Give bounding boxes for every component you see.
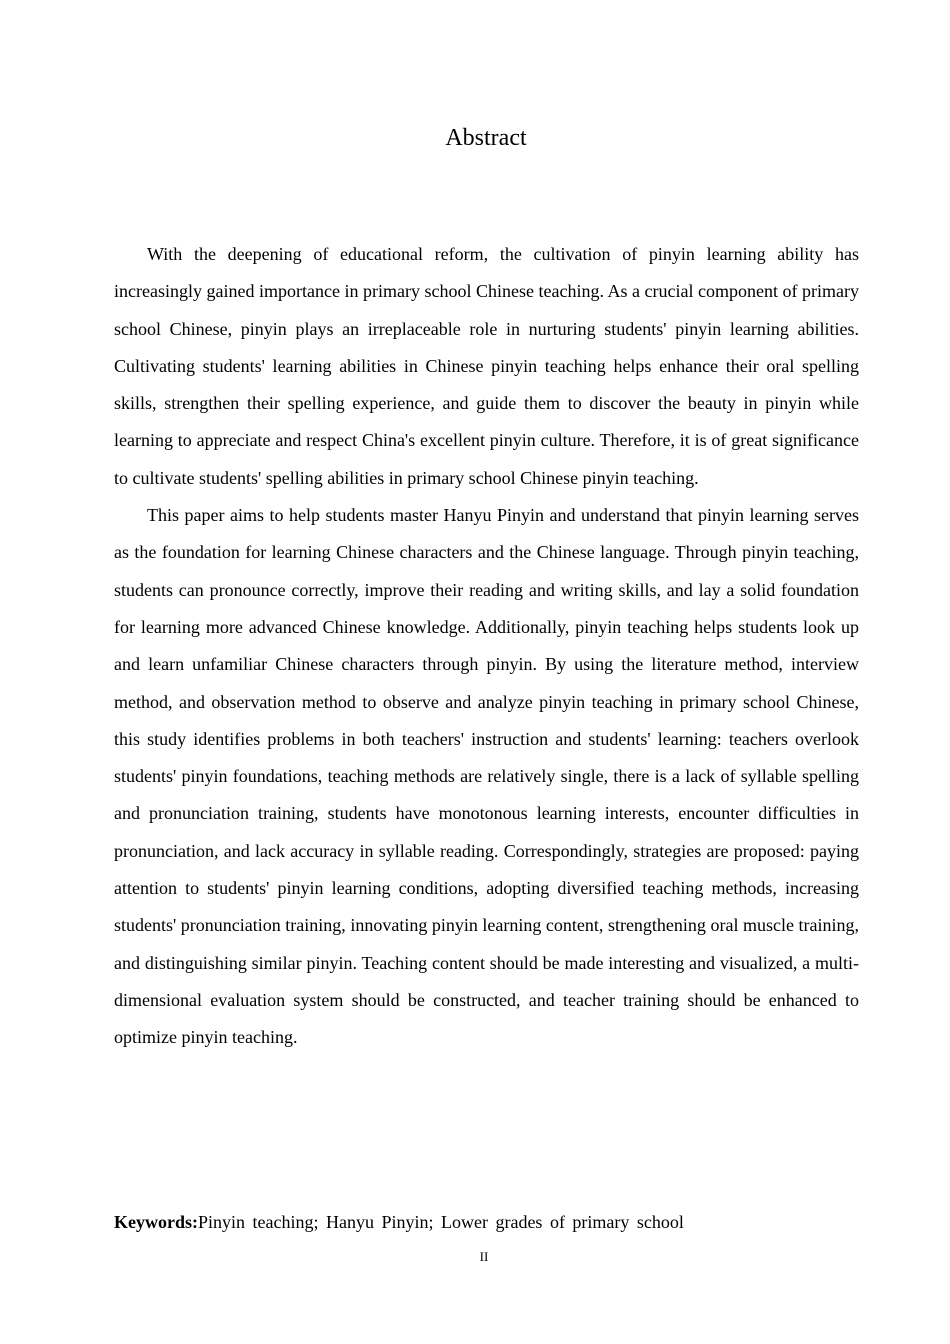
keywords-text: Pinyin teaching; Hanyu Pinyin; Lower grades of primary school xyxy=(198,1212,684,1232)
page-title: Abstract xyxy=(445,125,527,151)
keywords-label: Keywords: xyxy=(114,1212,198,1232)
abstract-paragraph-2: This paper aims to help students master Hanyu Pinyin and understand that pinyin learning serves as the foundation for learning Chinese characters and the Chinese language. Through pinyin teaching, students can pronounce correctly, improve their reading and writing skills, and lay a solid foundation for learning more advanced Chinese knowledge. Additionally, pinyin teaching helps students look up and learn unfamiliar Chinese characters through pinyin. By using the literature method, interview method, and observation method to observe and analyze pinyin teaching in primary school Chinese, this study identifies problems in both teachers' instruction and students' learning: teachers overlook students' pinyin foundations, teaching methods are relatively single, there is a lack of syllable spelling and pronunciation training, students have monotonous learning interests, encounter difficulties in pronunciation, and lack accuracy in syllable reading. Correspondingly, strategies are proposed: paying attention to students' pinyin learning conditions, adopting diversified teaching methods, increasing students' pronunciation training, innovating pinyin learning content, strengthening oral muscle training, and distinguishing similar pinyin. Teaching content should be made interesting and visualized, a multi-dimensional evaluation system should be constructed, and teacher training should be enhanced to optimize pinyin teaching. xyxy=(114,505,859,1048)
keywords-line xyxy=(114,1206,859,1238)
page-number: II xyxy=(479,1249,489,1264)
abstract-body xyxy=(114,236,859,1057)
abstract-paragraph-1: With the deepening of educational reform, the cultivation of pinyin learning ability has increasingly gained importance in primary school Chinese teaching. As a crucial component of primary school Chinese, pinyin plays an irreplaceable role in nurturing students' pinyin learning abilities. Cultivating students' learning abilities in Chinese pinyin teaching helps enhance their oral spelling skills, strengthen their spelling experience, and guide them to discover the beauty in pinyin while learning to appreciate and respect China's excellent pinyin culture. Therefore, it is of great significance to cultivate students' spelling abilities in primary school Chinese pinyin teaching. xyxy=(114,244,859,488)
